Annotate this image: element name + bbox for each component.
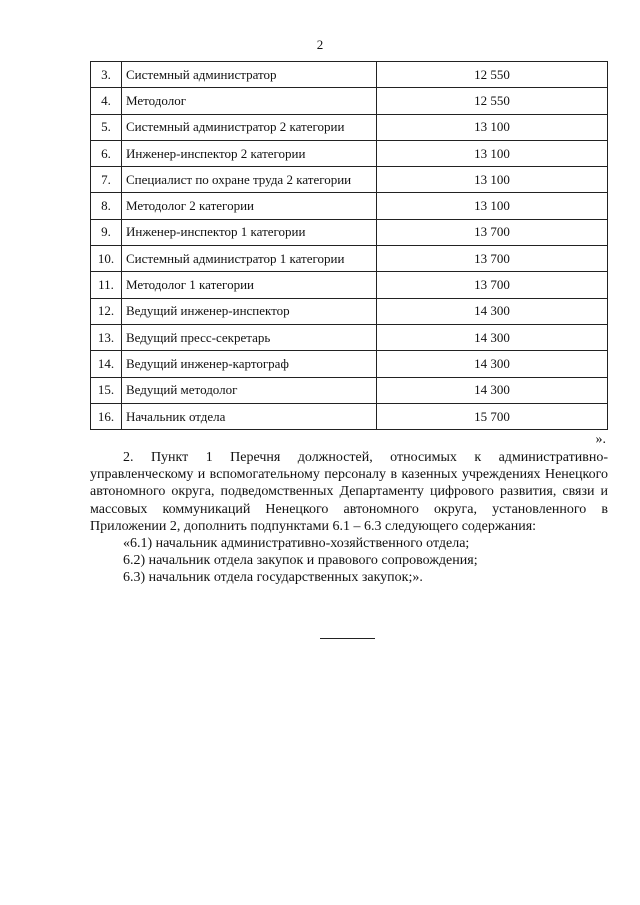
subitem-6-1: «6.1) начальник административно-хозяйственного отдела; [123, 536, 470, 552]
page-number: 2 [316, 37, 324, 52]
row-number-cell: 16. [91, 403, 122, 429]
positions-table [90, 61, 608, 430]
table-row [91, 62, 608, 88]
row-number-cell: 5. [91, 114, 122, 140]
salary-cell: 13 100 [377, 114, 608, 140]
position-name-cell: Системный администратор 1 категории [122, 246, 377, 272]
salary-cell: 13 100 [377, 167, 608, 193]
subitem-6-3: 6.3) начальник отдела государственных закупок;». [123, 570, 423, 586]
position-name-cell: Начальник отдела [122, 403, 377, 429]
row-number-cell: 9. [91, 219, 122, 245]
row-number-cell: 4. [91, 88, 122, 114]
salary-cell: 12 550 [377, 62, 608, 88]
salary-cell: 12 550 [377, 88, 608, 114]
table-row [91, 114, 608, 140]
subitem-6-2: 6.2) начальник отдела закупок и правового сопровождения; [123, 553, 478, 569]
table-row [91, 140, 608, 166]
table-row [91, 272, 608, 298]
position-name-cell: Методолог 1 категории [122, 272, 377, 298]
salary-cell: 13 700 [377, 219, 608, 245]
position-name-cell: Инженер-инспектор 1 категории [122, 219, 377, 245]
table-row [91, 246, 608, 272]
salary-cell: 14 300 [377, 324, 608, 350]
table-row [91, 167, 608, 193]
amendment-paragraph: 2. Пункт 1 Перечня должностей, относимых к административно-управленческому и вспомогательному персоналу в казенных учреждениях Ненецкого автономного округа, подведомственных Департаменту цифрового развития, связи и массовых коммуникаций Ненецкого автономного округа, установленного в Приложении 2, дополнить подпунктами 6.1 – 6.3 следующего содержания: [90, 450, 608, 534]
table-row [91, 193, 608, 219]
table-row [91, 298, 608, 324]
table-row [91, 377, 608, 403]
salary-cell: 13 700 [377, 246, 608, 272]
position-name-cell: Методолог 2 категории [122, 193, 377, 219]
table-row [91, 88, 608, 114]
row-number-cell: 11. [91, 272, 122, 298]
position-name-cell: Системный администратор [122, 62, 377, 88]
row-number-cell: 15. [91, 377, 122, 403]
position-name-cell: Инженер-инспектор 2 категории [122, 140, 377, 166]
position-name-cell: Ведущий методолог [122, 377, 377, 403]
position-name-cell: Ведущий пресс-секретарь [122, 324, 377, 350]
salary-cell: 14 300 [377, 351, 608, 377]
salary-cell: 13 100 [377, 193, 608, 219]
table-body [91, 62, 608, 430]
end-of-document-line [320, 638, 375, 639]
row-number-cell: 14. [91, 351, 122, 377]
position-name-cell: Ведущий инженер-картограф [122, 351, 377, 377]
position-name-cell: Методолог [122, 88, 377, 114]
salary-cell: 14 300 [377, 377, 608, 403]
row-number-cell: 6. [91, 140, 122, 166]
row-number-cell: 12. [91, 298, 122, 324]
salary-cell: 14 300 [377, 298, 608, 324]
salary-cell: 13 100 [377, 140, 608, 166]
position-name-cell: Системный администратор 2 категории [122, 114, 377, 140]
closing-quote: ». [595, 432, 606, 447]
table-row [91, 351, 608, 377]
row-number-cell: 13. [91, 324, 122, 350]
position-name-cell: Специалист по охране труда 2 категории [122, 167, 377, 193]
position-name-cell: Ведущий инженер-инспектор [122, 298, 377, 324]
table-row [91, 403, 608, 429]
row-number-cell: 8. [91, 193, 122, 219]
salary-cell: 13 700 [377, 272, 608, 298]
amendment-text [90, 449, 608, 587]
row-number-cell: 10. [91, 246, 122, 272]
table-row [91, 324, 608, 350]
row-number-cell: 3. [91, 62, 122, 88]
row-number-cell: 7. [91, 167, 122, 193]
salary-cell: 15 700 [377, 403, 608, 429]
table-row [91, 219, 608, 245]
